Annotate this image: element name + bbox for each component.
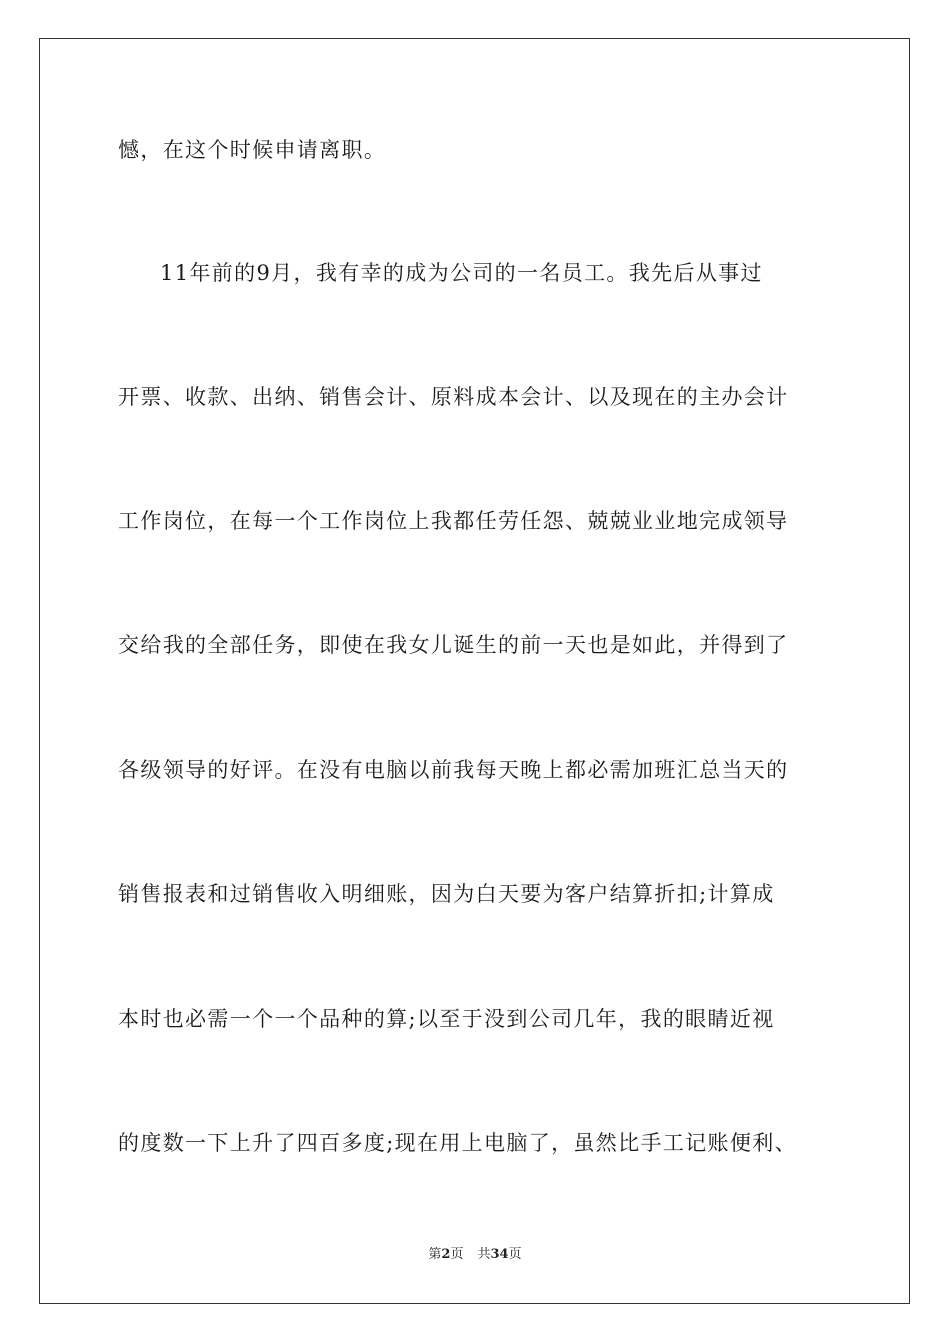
page-number-prefix: 第 [428, 1247, 442, 1262]
page-border [39, 38, 910, 1304]
text-line-4: 工作岗位，在每一个工作岗位上我都任劳任怨、兢兢业业地完成领导 [118, 509, 789, 533]
text-line-8: 本时也必需一个一个品种的算;以至于没到公司几年，我的眼睛近视 [118, 1007, 775, 1031]
page-number-suffix: 页 [450, 1247, 464, 1262]
total-pages: 34 [490, 1247, 509, 1262]
text-line-3: 开票、收款、出纳、销售会计、原料成本会计、以及现在的主办会计 [118, 385, 789, 409]
total-pages-prefix: 共 [477, 1247, 491, 1262]
text-line-2: 11年前的9月，我有幸的成为公司的一名员工。我先后从事过 [160, 261, 763, 285]
text-line-9: 的度数一下上升了四百多度;现在用上电脑了，虽然比手工记账便利、 [118, 1131, 797, 1155]
text-line-6: 各级领导的好评。在没有电脑以前我每天晚上都必需加班汇总当天的 [118, 758, 789, 782]
text-line-1: 憾，在这个时候申请离职。 [118, 138, 387, 162]
page-number: 2 [441, 1247, 451, 1262]
text-line-5: 交给我的全部任务，即使在我女儿诞生的前一天也是如此，并得到了 [118, 633, 789, 657]
total-pages-suffix: 页 [508, 1247, 522, 1262]
page-footer [0, 1246, 950, 1264]
text-line-7: 销售报表和过销售收入明细账，因为白天要为客户结算折扣;计算成 [118, 882, 775, 906]
